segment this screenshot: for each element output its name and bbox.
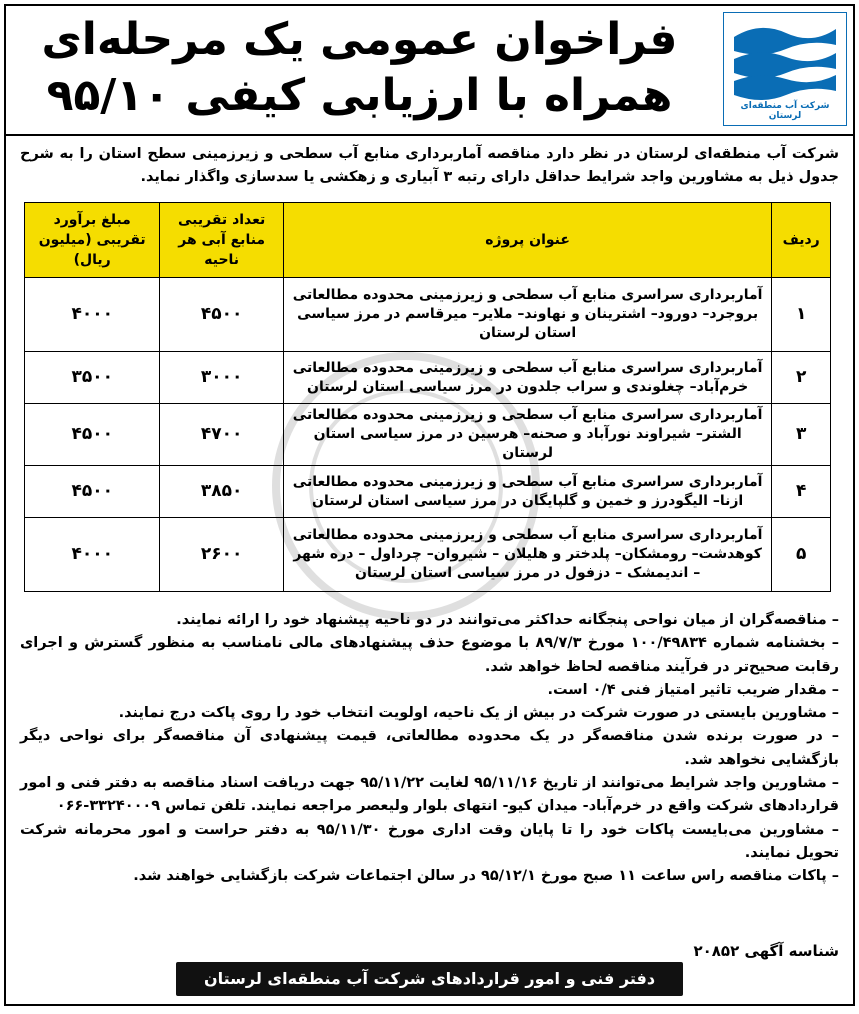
note-item: – مقدار ضریب تاثیر امتیاز فنی ۰/۴ است.: [547, 681, 839, 698]
note-item: – مشاورین می‌بایست پاکات خود را تا پایان وقت اداری مورخ ۹۵/۱۱/۳۰ به دفتر حراست و امور محرمانه شرکت تحویل نمایند.: [20, 821, 839, 861]
row-amount: ۴۵۰۰: [25, 404, 160, 466]
notice-title-line2: همراه با ارزیابی کیفی ۹۵/۱۰: [46, 70, 673, 121]
water-waves-icon: [730, 19, 840, 101]
logo-caption: شرکت آب منطقه‌ای لرستان: [740, 101, 830, 121]
note-item: – بخشنامه شماره ۱۰۰/۴۹۸۳۴ مورخ ۸۹/۷/۳ با موضوع حذف پیشنهادهای مالی نامناسب به منظور گسترش و اجرای رقابت صحیح‌تر در فرآیند مناقصه لحاظ خواهد شد.: [20, 635, 839, 675]
row-count: ۴۵۰۰: [160, 278, 284, 352]
table-row: [25, 352, 831, 404]
row-title: آماربرداری سراسری منابع آب سطحی و زیرزمینی محدوده مطالعاتی ازنا– الیگودرز و خمین و گلپایگان در مرز سیاسی استان لرستان: [283, 466, 771, 518]
company-logo: [723, 12, 847, 126]
row-title: آماربرداری سراسری منابع آب سطحی و زیرزمینی محدوده مطالعاتی کوهدشت– رومشکان– پلدختر و هلیلان – شیروان– چرداول – دره شهر – اندیمشک – دزفول در مرز سیاسی استان لرستان: [283, 518, 771, 592]
row-amount: ۴۵۰۰: [25, 466, 160, 518]
row-index: ۳: [772, 404, 831, 466]
row-index: ۱: [772, 278, 831, 352]
row-count: ۴۷۰۰: [160, 404, 284, 466]
notes-list: [20, 609, 839, 889]
note-item: – مشاورین بایستی در صورت شرکت در بیش از یک ناحیه، اولویت انتخاب خود را روی پاکت درج نمایند.: [118, 705, 839, 722]
header-count: تعداد تقریبی منابع آبی هر ناحیه: [160, 203, 284, 278]
table-row: [25, 278, 831, 352]
note-item: – مشاورین واجد شرایط می‌توانند از تاریخ ۹۵/۱۱/۱۶ لغایت ۹۵/۱۱/۲۲ جهت دریافت اسناد مناقصه به دفتر فنی و امور قراردادهای شرکت واقع در خرم‌آباد- میدان کیو- انتهای بلوار ولیعصر مراجعه نمایند. تلفن تماس ۳۳۲۴۰۰۰۹-۰۶۶: [20, 775, 839, 815]
note-item: – پاکات مناقصه راس ساعت ۱۱ صبح مورخ ۹۵/۱۲/۱ در سالن اجتماعات شرکت بازگشایی خواهند شد.: [133, 868, 839, 885]
header-index: ردیف: [772, 203, 831, 278]
row-count: ۳۸۵۰: [160, 466, 284, 518]
table-row: [25, 518, 831, 592]
row-index: ۴: [772, 466, 831, 518]
row-amount: ۳۵۰۰: [25, 352, 160, 404]
table-row: [25, 404, 831, 466]
intro-paragraph: شرکت آب منطقه‌ای لرستان در نظر دارد مناقصه آماربرداری منابع آب سطحی و زیرزمینی سطح استان را به شرح جدول ذیل به مشاورین واجد شرایط حداقل دارای رتبه ۳ آبیاری و زهکشی یا سدسازی واگذار نماید.: [20, 146, 839, 185]
row-index: ۵: [772, 518, 831, 592]
table-row: [25, 466, 831, 518]
row-title: آماربرداری سراسری منابع آب سطحی و زیرزمینی محدوده مطالعاتی خرم‌آباد– چغلوندی و سراب جلدون در مرز سیاسی استان لرستان: [283, 352, 771, 404]
tender-notice: [4, 4, 855, 1006]
header-title: عنوان پروژه: [283, 203, 771, 278]
row-amount: ۴۰۰۰: [25, 518, 160, 592]
row-title: آماربرداری سراسری منابع آب سطحی و زیرزمینی محدوده مطالعاتی بروجرد– دورود– اشترینان و نهاوند– ملایر– میرقاسم در مرز سیاسی استان لرستان: [283, 278, 771, 352]
header: [6, 6, 853, 136]
row-count: ۲۶۰۰: [160, 518, 284, 592]
row-amount: ۴۰۰۰: [25, 278, 160, 352]
header-amount: مبلغ برآورد تقریبی (میلیون ریال): [25, 203, 160, 278]
footer-banner: دفتر فنی و امور قراردادهای شرکت آب منطقه‌ای لرستان: [176, 962, 683, 996]
ad-code: شناسه آگهی ۲۰۸۵۲: [693, 942, 839, 960]
row-index: ۲: [772, 352, 831, 404]
note-item: – در صورت برنده شدن مناقصه‌گر در یک محدوده مطالعاتی، قیمت پیشنهادی آن مناقصه‌گر برای نواحی دیگر بازگشایی نخواهد شد.: [20, 728, 839, 768]
table-header-row: [25, 203, 831, 278]
note-item: – مناقصه‌گران از میان نواحی پنجگانه حداکثر می‌توانند در دو ناحیه پیشنهاد خود را ارائه نمایند.: [176, 612, 839, 628]
row-count: ۳۰۰۰: [160, 352, 284, 404]
notice-title-line1: فراخوان عمومی یک مرحله‌ای: [41, 14, 678, 65]
row-title: آماربرداری سراسری منابع آب سطحی و زیرزمینی محدوده مطالعاتی الشتر– شیراوند نورآباد و صحنه– هرسین در مرز سیاسی استان لرستان: [283, 404, 771, 466]
projects-table: [24, 202, 831, 592]
